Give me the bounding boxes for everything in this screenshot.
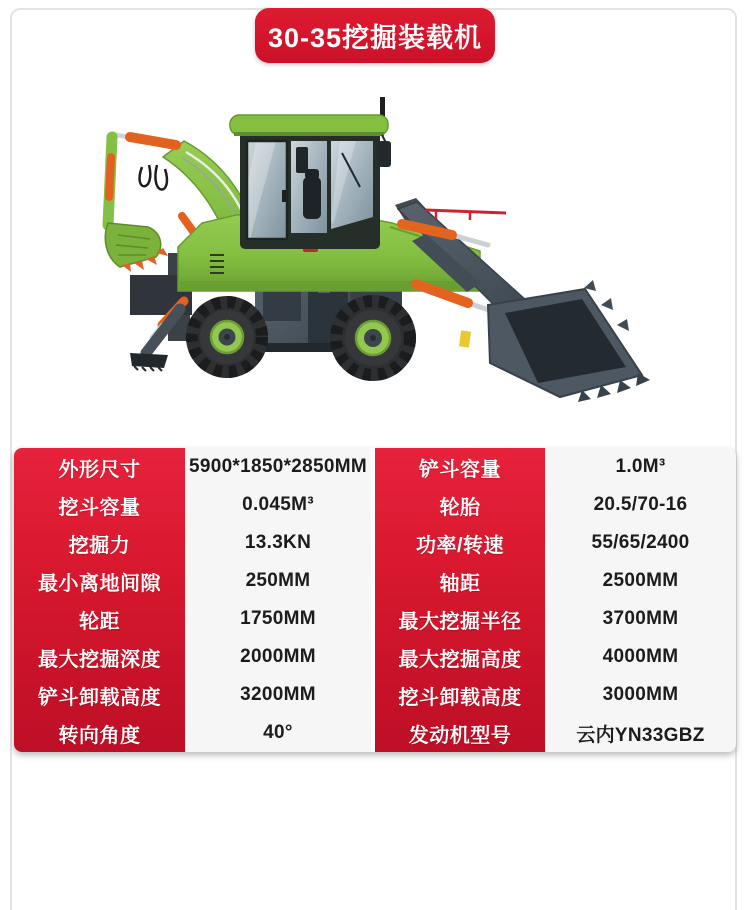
spec-label: 外形尺寸 <box>58 458 141 481</box>
spec-label: 最大挖掘深度 <box>38 648 161 671</box>
spec-label: 挖掘力 <box>68 534 131 557</box>
spec-value: 20.5/70-16 <box>593 494 688 515</box>
spec-value: 40° <box>263 722 293 743</box>
spec-value: 55/65/2400 <box>591 532 690 553</box>
spec-label: 发动机型号 <box>408 724 512 747</box>
spec-label: 轴距 <box>439 572 481 595</box>
spec-label: 最大挖掘高度 <box>398 648 522 671</box>
spec-value: 250MM <box>245 570 311 591</box>
warning-sticker <box>459 330 471 347</box>
spec-label: 挖斗卸载高度 <box>398 686 522 709</box>
interior-mirror <box>296 147 308 173</box>
spec-label: 轮胎 <box>439 496 481 519</box>
spec-value: 5900*1850*2850MM <box>188 456 368 477</box>
spec-value: 3200MM <box>240 684 316 705</box>
spec-value: 4000MM <box>602 646 679 667</box>
cab <box>230 97 391 249</box>
front-loader <box>395 198 650 402</box>
spec-values-left-column <box>185 448 371 752</box>
spec-table <box>14 448 736 752</box>
boom-model-label: 30-35 <box>186 187 205 213</box>
spec-value: 13.3KN <box>244 532 312 553</box>
spec-label: 功率/转速 <box>415 534 505 557</box>
product-image-backhoe-loader <box>60 95 710 435</box>
spec-value: 2000MM <box>240 646 316 667</box>
spec-value: 云内YN33GBZ <box>576 724 705 746</box>
spec-value: 3700MM <box>602 608 679 629</box>
spec-label: 转向角度 <box>58 724 141 747</box>
spec-label: 轮距 <box>79 610 120 633</box>
spec-label: 最大挖掘半径 <box>398 610 522 633</box>
spec-label: 最小离地间隙 <box>38 572 161 595</box>
front-wheel <box>330 295 416 381</box>
loader-rail <box>426 210 506 213</box>
side-mirror <box>378 141 391 167</box>
spec-label: 挖斗容量 <box>58 496 141 519</box>
spec-labels-right-column <box>375 448 545 752</box>
spec-value: 2500MM <box>602 570 679 591</box>
spec-labels-left-column <box>14 448 185 752</box>
rear-wheel <box>186 296 268 378</box>
spec-value: 1750MM <box>240 608 316 629</box>
spec-values-right-column <box>545 448 736 752</box>
spec-label: 铲斗卸载高度 <box>38 686 161 709</box>
driver-seat <box>303 177 321 219</box>
spec-value: 0.045M³ <box>242 494 314 515</box>
spec-label: 铲斗容量 <box>419 458 501 481</box>
spec-value: 3000MM <box>602 684 679 705</box>
product-title: 30-35挖掘装载机 <box>267 23 483 53</box>
product-title-ribbon <box>255 8 495 63</box>
spec-value: 1.0M³ <box>615 456 666 477</box>
